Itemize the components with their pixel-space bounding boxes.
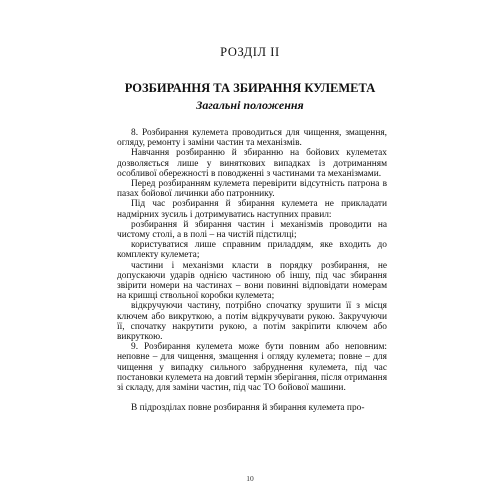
section-label: РОЗДІЛ II	[220, 45, 280, 59]
paragraph: розбирання й збирання частин і механізмів проводити на чистому столі, а в полі – на чистій підстилці;	[117, 219, 387, 241]
section-subtitle: Загальні положення	[196, 98, 304, 112]
paragraph: частини і механізми класти в порядку розбирання, не допускаючи ударів однією частиною об іншу, під час збирання звірити номери на частинах – вони повинні відповідати номерам на кришці ствольної коробки кулемета;	[117, 260, 387, 302]
body-text	[117, 128, 387, 413]
paragraph: Навчання розбиранню й збиранню на бойових кулеметах дозволяється лише у виняткових випадках із дотриманням особливої обережності в поводженні з частинами та механізмами.	[117, 148, 387, 179]
paragraph: відкручуючи частину, потрібно спочатку зрушити її з місця ключем або викруткою, а потім відкручувати рукою. Закручуючи її, спочатку накрутити рукою, а потім закріпити ключем або викруткою.	[117, 301, 387, 343]
paragraph: В підрозділах повне розбирання й збирання кулемета про-	[131, 403, 365, 414]
paragraph: Під час розбирання й збирання кулемета не прикладати надмірних зусиль і дотримуватись наступних правил:	[117, 199, 387, 220]
page-number: 10	[246, 474, 254, 483]
paragraph: Перед розбиранням кулемета перевірити відсутність патрона в пазах бойової личинки або патроннику.	[117, 179, 387, 200]
paragraph: 9. Розбирання кулемета може бути повним або неповним: неповне – для чищення, змащення і огляду кулемета; повне – для чищення у випадку сильного забруднення кулемета, під час постановки кулемета на довгий термін зберігання, після отримання зі складу, для заміни частин, під час ТО бойової машини.	[117, 342, 388, 394]
paragraph: 8. Розбирання кулемета проводиться для чищення, змащення, огляду, ремонту і заміни частин та механізмів.	[117, 128, 387, 149]
paragraph: користуватися лише справним приладдям, яке входить до комплекту кулемета;	[117, 240, 387, 261]
chapter-title: РОЗБИРАННЯ ТА ЗБИРАННЯ КУЛЕМЕТА	[124, 81, 376, 95]
